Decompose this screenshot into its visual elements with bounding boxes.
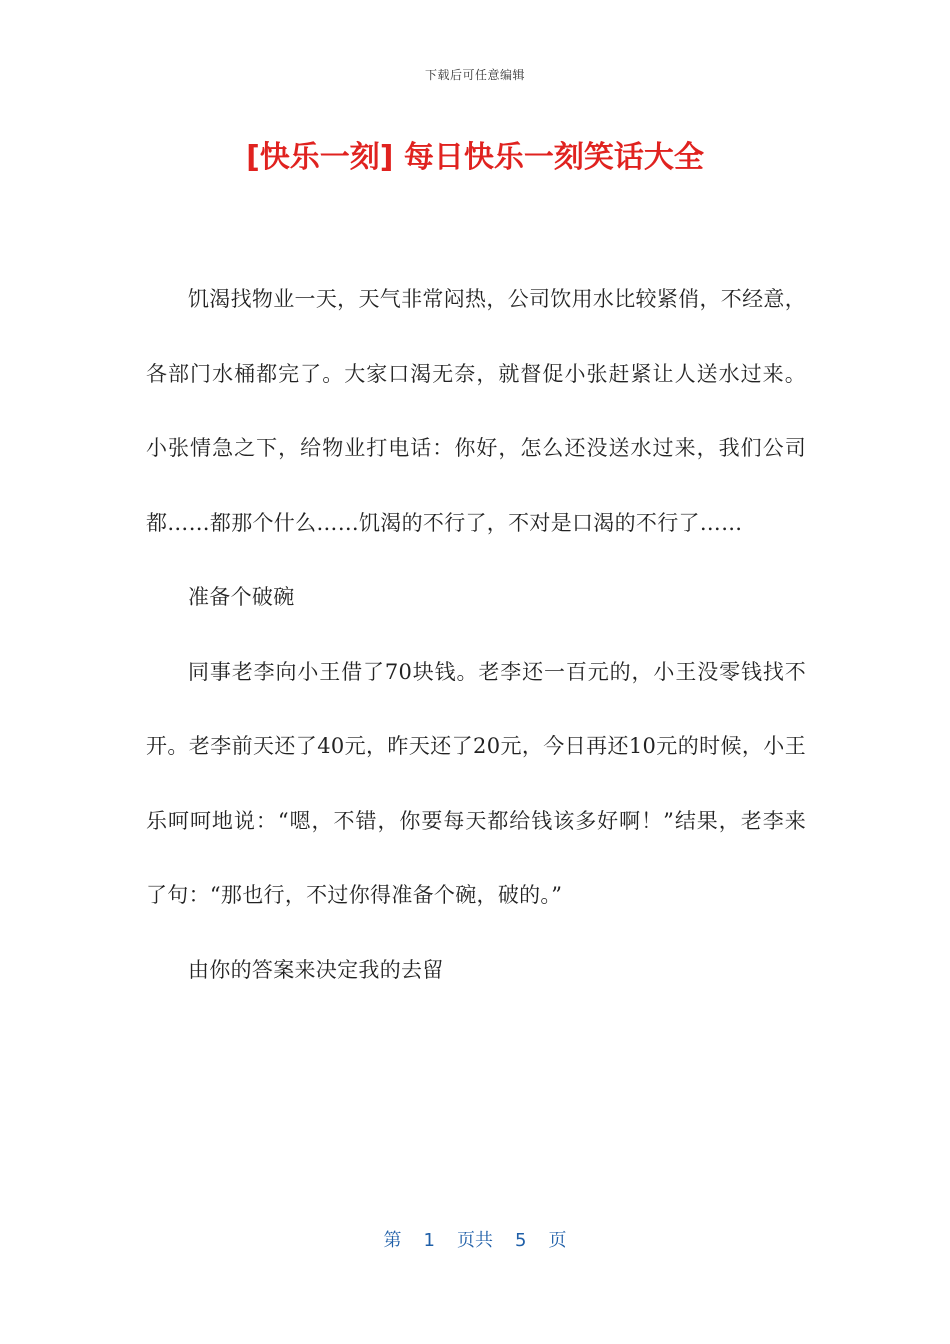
page-footer bbox=[0, 1226, 950, 1252]
footer-total-pages: 5 bbox=[515, 1230, 527, 1251]
footer-current-page: 1 bbox=[423, 1230, 435, 1251]
paragraph-heading-2: 准备个破碗 bbox=[188, 585, 295, 609]
paragraph-story-2: 同事老李向小王借了70块钱。老李还一百元的，小王没零钱找不开。老李前天还了40元，昨天还了20元，今日再还10元的时候，小王乐呵呵地说：“嗯，不错，你要每天都给钱该多好啊！”结果，老李来了句：“那也行，不过你得准备个碗，破的。” bbox=[146, 659, 806, 907]
paragraph-heading-3: 由你的答案来决定我的去留 bbox=[188, 957, 444, 982]
document-body bbox=[146, 262, 806, 1007]
footer-middle: 页共 bbox=[457, 1230, 493, 1251]
footer-prefix: 第 bbox=[383, 1230, 402, 1251]
document-title: [快乐一刻] 每日快乐一刻笑话大全 bbox=[246, 140, 704, 175]
header-note: 下载后可任意编辑 bbox=[424, 68, 525, 82]
paragraph-story-1: 饥渴找物业一天，天气非常闷热，公司饮用水比较紧俏，不经意，各部门水桶都完了。大家口渴无奈，就督促小张赶紧让人送水过来。小张情急之下，给物业打电话：你好，怎么还没送水过来，我们公司都……都那个什么……饥渴的不行了，不对是口渴的不行了…… bbox=[146, 287, 806, 535]
footer-suffix: 页 bbox=[548, 1230, 567, 1251]
